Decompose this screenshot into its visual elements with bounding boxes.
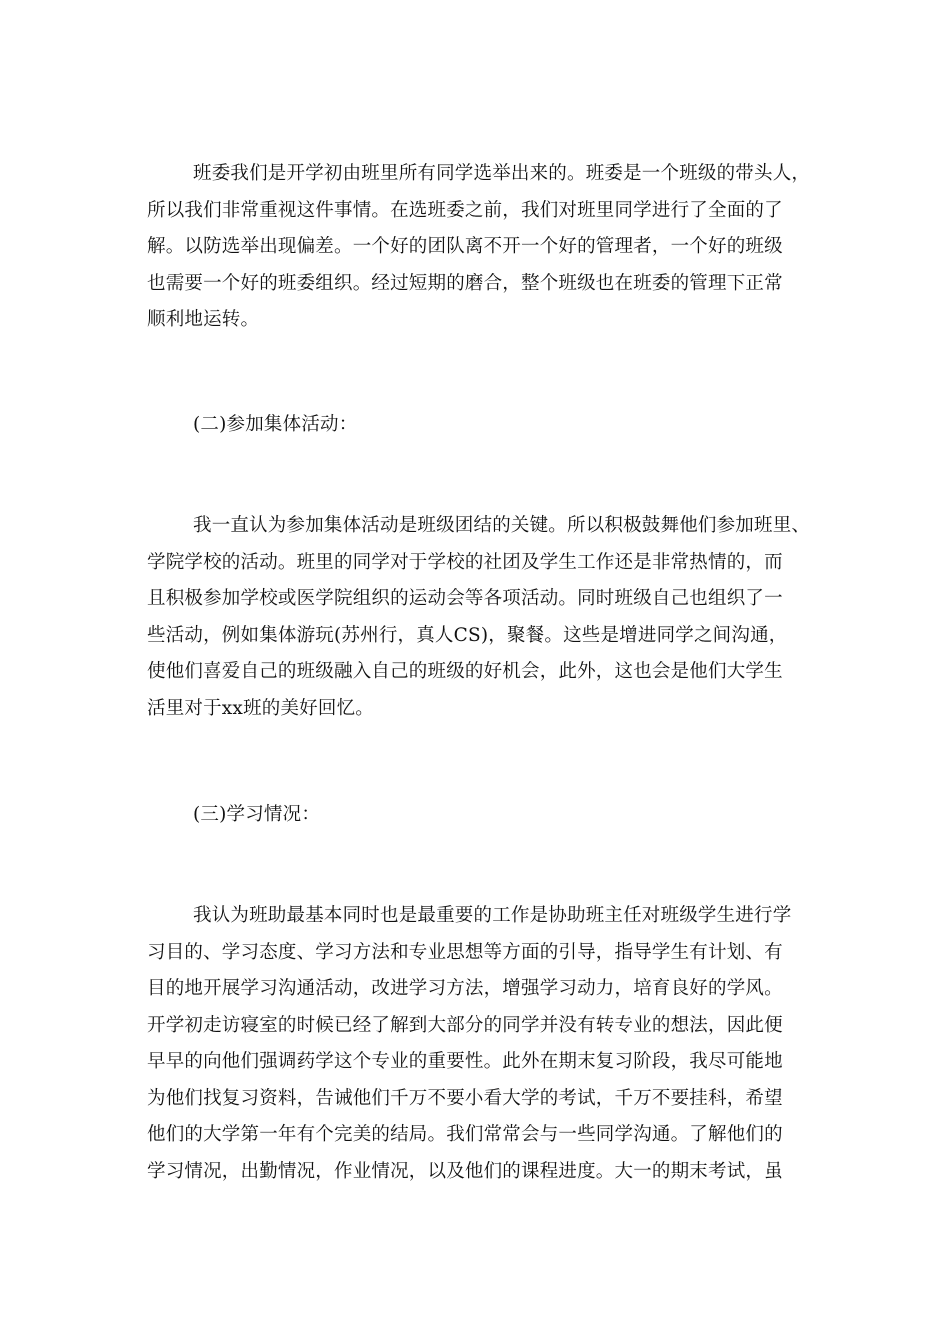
text-line: 我认为班助最基本同时也是最重要的工作是协助班主任对班级学生进行学	[193, 905, 792, 926]
text-line: 班委我们是开学初由班里所有同学选举出来的。班委是一个班级的带头人，	[193, 163, 811, 184]
paragraph-class-committee	[147, 156, 837, 339]
text-line: 顺利地运转。	[147, 309, 260, 330]
text-line: 为他们找复习资料，告诫他们千万不要小看大学的考试，千万不要挂科，希望	[147, 1087, 783, 1109]
text-line: 学习情况，出勤情况，作业情况，以及他们的课程进度。大一的期末考试，虽	[147, 1160, 783, 1182]
text-line: 所以我们非常重视这件事情。在选班委之前，我们对班里同学进行了全面的了	[147, 199, 783, 221]
text-line: 也需要一个好的班委组织。经过短期的磨合，整个班级也在班委的管理下正常	[147, 272, 783, 294]
text-line: 解。以防选举出现偏差。一个好的团队离不开一个好的管理者，一个好的班级	[147, 236, 783, 257]
text-line: 我一直认为参加集体活动是班级团结的关键。所以积极鼓舞他们参加班里、	[193, 515, 811, 536]
text-line: 些活动，例如集体游玩(苏州行，真人CS)，聚餐。这些是增进同学之间沟通，	[147, 624, 788, 646]
section-heading-collective-activities: (二)参加集体活动：	[193, 414, 358, 435]
text-line: 且积极参加学校或医学院组织的运动会等各项活动。同时班级自己也组织了一	[147, 588, 783, 609]
text-line: 使他们喜爱自己的班级融入自己的班级的好机会，此外，这也会是他们大学生	[147, 661, 783, 682]
paragraph-collective-activities	[147, 508, 837, 727]
text-line: 活里对于xx班的美好回忆。	[147, 697, 374, 719]
text-line: 目的地开展学习沟通活动，改进学习方法，增强学习动力，培育良好的学风。	[147, 978, 783, 999]
text-line: 习目的、学习态度、学习方法和专业思想等方面的引导，指导学生有计划、有	[147, 941, 783, 963]
text-line: 早早的向他们强调药学这个专业的重要性。此外在期末复习阶段，我尽可能地	[147, 1051, 783, 1072]
section-heading-study-situation: (三)学习情况：	[193, 804, 321, 825]
text-line: 开学初走访寝室的时候已经了解到大部分的同学并没有转专业的想法，因此便	[147, 1014, 783, 1036]
text-line: 他们的大学第一年有个完美的结局。我们常常会与一些同学沟通。了解他们的	[147, 1124, 783, 1145]
text-line: 学院学校的活动。班里的同学对于学校的社团及学生工作还是非常热情的，而	[147, 551, 783, 573]
paragraph-study-situation	[147, 898, 837, 1190]
